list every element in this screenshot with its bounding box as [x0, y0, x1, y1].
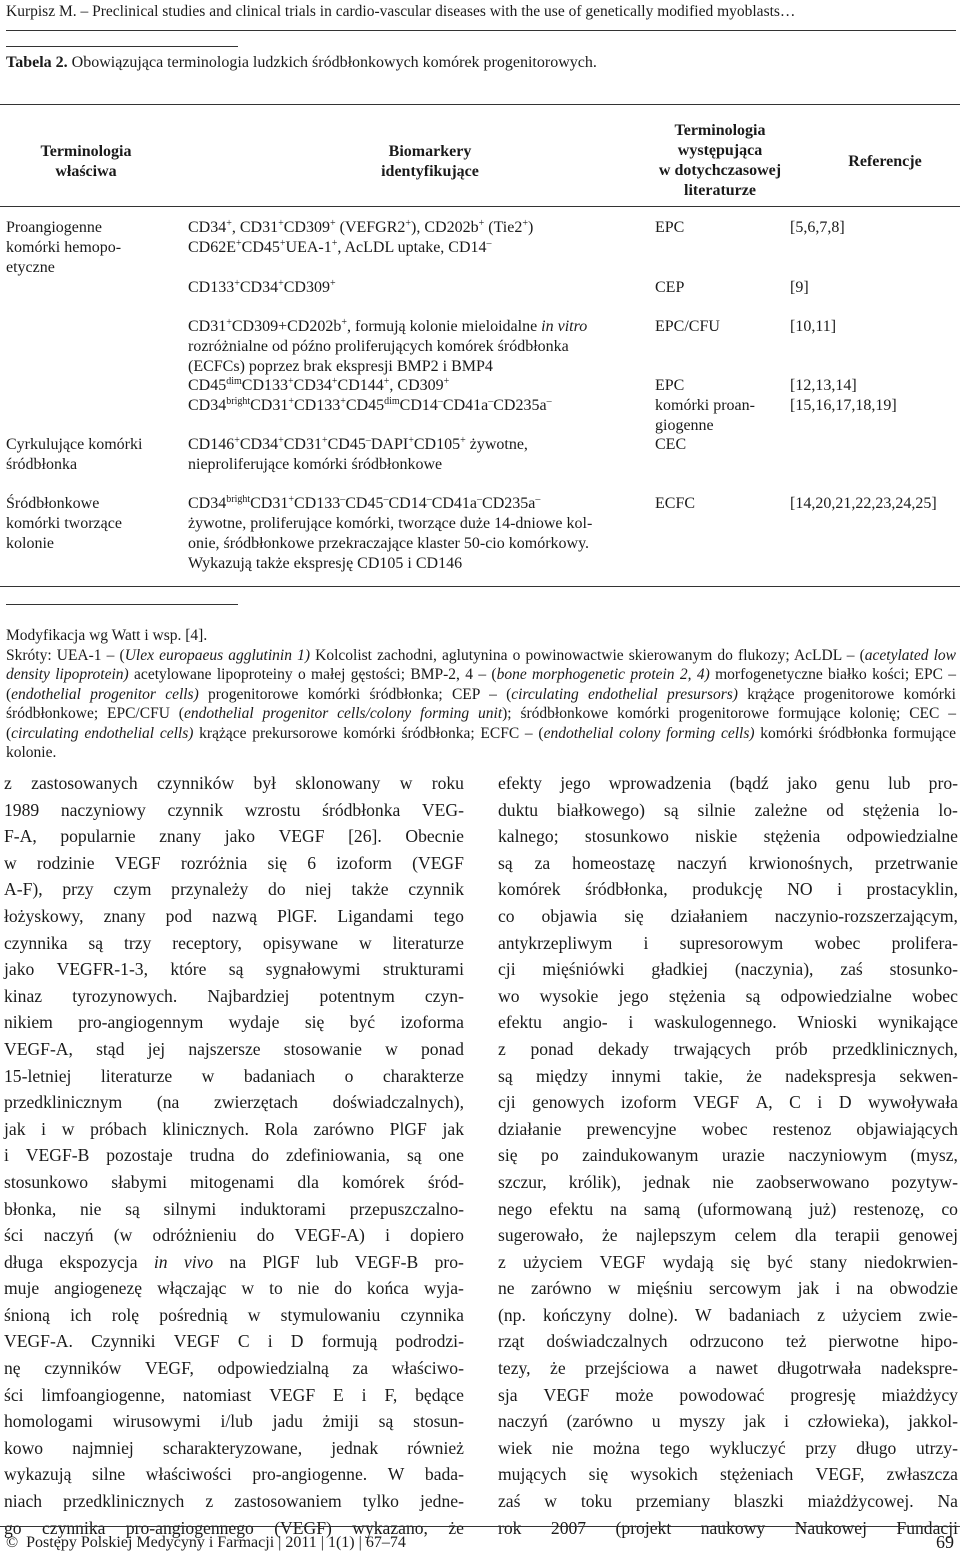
body-text-line: się po zaindukowanym urazie naczyniowym (mysz, [498, 1145, 958, 1166]
references-cell: [14,20,21,22,23,24,25] [790, 495, 937, 512]
references-cell: [10,11] [790, 318, 837, 335]
body-text-line: wykazują silne właściwości pro-angiogenne. W bada- [4, 1464, 464, 1485]
body-text-line: (np. kończyny dolne). W badaniach z użyciem zwie- [498, 1304, 958, 1325]
body-text-line: efekty jego wprowadzenia (bądź jako genu lub pro- [498, 773, 958, 793]
body-text-line: muje angiogenezę włączając w to nie do końca wyja- [4, 1278, 464, 1299]
biomarkers-cell: $CD34^{bright}CD31^+CD133^-CD45^-CD14^-CD41a^-CD235a^-$ żywotne, proliferujące komórki, tworzące duże 14-dniowe kol- onie, śródbłonkowe przekraczające klaster 50-cio komórkowy. Wykazują także ekspresję CD105 i CD146 [188, 494, 593, 572]
body-text-line: są między innymi takie, że nadekspresja sekwen- [498, 1065, 958, 1086]
reference-line: [15,16,17,18,19] [790, 397, 897, 414]
body-text-line: rząt doświadczalnych odrzucono też pierwotne hipo- [498, 1331, 958, 1352]
term-line: komórki tworzące [6, 515, 122, 532]
header-line: literaturze [684, 182, 756, 199]
page-number: 69 [936, 1532, 954, 1552]
body-text-line: rok 2007 (projekt naukowy Naukowej Fundacji [498, 1517, 958, 1538]
biomarkers-cell: CD34+, CD31+CD309+ (VEFGR2+), CD202b+ (Tie2+) CD62E+CD45+UEA-1+, AcLDL uptake, CD14– [188, 218, 534, 256]
references-cell [790, 376, 897, 416]
body-text-line: niach przedklinicznych z zastosowaniem tylko jedne- [4, 1491, 464, 1512]
header-line: właściwa [55, 163, 117, 180]
body-text-line: co objawia się działaniem naczynio-rozszerzającym, [498, 905, 958, 926]
term-line: Proangiogenne [6, 219, 102, 236]
body-text-line: antykrzepliwym i supresorowym wobec prolifera- [498, 932, 958, 953]
journal-issue: 1(1) [327, 1534, 355, 1551]
caption-rule [6, 46, 238, 47]
header-line: identyfikujące [381, 163, 479, 180]
separator: | [358, 1534, 366, 1551]
header-line: w dotychczasowej [658, 162, 782, 179]
row-term-circulating [6, 435, 178, 475]
row-term-proangiogenic [6, 218, 178, 278]
body-text-line: wiek nie można tego wykluczyć przy długo utrzy- [498, 1437, 958, 1458]
header-line: Terminologia [40, 143, 132, 160]
body-text-line: nego efektu na samą (uformowaną już) restenozę, co [498, 1198, 958, 1219]
table-header-rule [0, 206, 960, 207]
literature-cell: EPC/CFU [655, 318, 720, 335]
table-caption-text: Obowiązująca terminologia ludzkich śródbłonkowych komórek progenitorowych. [67, 54, 597, 71]
body-text-line: przedklinicznym (na zwierzętach doświadczalnych), [4, 1092, 464, 1113]
body-text-line: stosunkowo słabymi mitogenami dla komórek śród- [4, 1171, 464, 1192]
literature-line: giogenne [655, 417, 714, 434]
body-text-line: nę czynników VEGF, odpowiedzialną za właściwo- [4, 1358, 464, 1379]
table-bottom-rule [0, 586, 960, 587]
literature-line: EPC [655, 377, 685, 394]
body-text-line: ści limfoangiogenne, natomiast VEGF E i F, będące [4, 1384, 464, 1405]
body-text-line: mujących się wysokich stężeniach VEGF, zwłaszcza [498, 1464, 958, 1485]
body-text-line: jako VEGFR-1-3, które są sygnałowymi strukturami [4, 959, 464, 980]
separator: | [320, 1534, 328, 1551]
body-column-left [4, 770, 464, 1541]
table-label: Tabela 2. [6, 54, 68, 71]
body-text-line: wo wysokie jego stężenia są odpowiedzialne wobec [498, 985, 958, 1006]
journal-name: Postępy Polskiej Medycyny i Farmacji [26, 1534, 275, 1551]
body-text-line: sugerowało, że najlepszym celem dla terapii genowej [498, 1225, 958, 1246]
table-top-rule [0, 104, 960, 105]
body-text-line: komórek śródbłonka, produkcję NO i prostacyklin, [498, 879, 958, 900]
body-text-line: długa ekspozycja in vivo na PlGF lub VEGF-B pro- [4, 1251, 464, 1272]
running-header: Kurpisz M. – Preclinical studies and clinical trials in cardio-vascular diseases with the use of genetically modified myoblasts… [6, 0, 956, 31]
literature-cell: CEP [655, 279, 685, 296]
body-text-line: VEGF-A. Czynniki VEGF C i D formują podrodzi- [4, 1331, 464, 1352]
header-col-biomarkers [300, 142, 560, 182]
term-line: etyczne [6, 259, 55, 276]
header-line: występująca [677, 142, 763, 159]
body-text-line: ne zarówno w mięśniu sercowym jak i na obwodzie [498, 1278, 958, 1299]
body-text-line: kinaz tyrozynowych. Najbardziej potentnym czyn- [4, 985, 464, 1006]
body-text-line: tezy, że przejściowa a nawet długotrwała nadekspre- [498, 1358, 958, 1379]
body-text-line: cji mięśniówki gładkiej (naczynia), zaś stosunko- [498, 959, 958, 980]
table-caption [6, 52, 597, 74]
body-text-line: nikiem pro-angiogennym wydaje się być izoforma [4, 1012, 464, 1033]
body-text-line: zaś w toku przemiany blaszki miażdżycowej. Na [498, 1491, 958, 1512]
body-text-line: naczyń (zarówno u myszy jak i człowieka), jakkol- [498, 1411, 958, 1432]
body-text-line: 1989 naczyniowy czynnik wzrostu śródbłonka VEG- [4, 799, 464, 820]
notes-rule [6, 604, 238, 605]
body-text-line: błonka, nie są silnymi induktorami przepuszczalno- [4, 1198, 464, 1219]
term-line: śródbłonka [6, 456, 78, 473]
footer-rule [0, 1526, 960, 1527]
body-text-line: i VEGF-B pozostaje trudna do zdefiniowania, są one [4, 1145, 464, 1166]
term-line: komórki hemopo- [6, 239, 122, 256]
header-col-terminology [0, 142, 172, 182]
term-line: Śródbłonkowe [6, 495, 100, 512]
header-col-literature [640, 121, 800, 201]
body-text-line: śnioną ich rolę pośrednią w stymulowaniu czynnika [4, 1304, 464, 1325]
body-text-line: łożyskowy, znany pod nazwą PlGF. Ligandami tego [4, 905, 464, 926]
literature-cell [655, 376, 755, 436]
body-text-line: z ponad dekady trwających prób przedklinicznych, [498, 1038, 958, 1059]
header-line: Biomarkery [388, 143, 472, 160]
body-text-line: go czynnika pro-angiogennego (VEGF) wykazano, że [4, 1517, 464, 1538]
table-notes [6, 626, 956, 763]
body-text-line: F-A, popularnie znany jako VEGF [26]. Obecnie [4, 826, 464, 847]
biomarkers-cell: CD146+CD34+CD31+CD45–DAPI+CD105+ żywotne, nieproliferujące komórki śródbłonkowe [188, 435, 528, 473]
body-text-line: szczur, królik), jednak nie zaobserwowano pozytyw- [498, 1171, 958, 1192]
footer-citation [6, 1533, 406, 1553]
body-text-line: działanie prewencyjne wobec restenoz objawiających [498, 1118, 958, 1139]
literature-cell: CEC [655, 436, 687, 453]
body-text-line: duktu białkowego) są silnie zależne od stężenia lo- [498, 799, 958, 820]
body-text-line: z zastosowanych czynników był sklonowany w roku [4, 773, 464, 793]
body-text-line: VEGF-A, stąd jej najszersze stosowanie w ponad [4, 1038, 464, 1059]
header-line: Terminologia [674, 122, 766, 139]
references-cell: [9] [790, 279, 809, 296]
reference-line: [12,13,14] [790, 377, 857, 394]
body-text-line: w rodzinie VEGF rozróżnia się 6 izoform (VEGF [4, 852, 464, 873]
body-text-line: z użyciem VEGF wydają się być stany niedokrwien- [498, 1251, 958, 1272]
biomarkers-cell: $CD45^{dim}CD133^+CD34^+CD144^+$, CD309+ $CD34^{bright}CD31^+CD133^+CD45^{dim}CD14^-CD41a^-CD235a^-$ [188, 376, 552, 414]
body-text-line: jak i w próbach klinicznych. Rola zarówno PlGF jak [4, 1118, 464, 1139]
body-text-line: cji genowych izoform VEGF A, C i D wywoływała [498, 1092, 958, 1113]
journal-year: 2011 [285, 1534, 317, 1551]
literature-cell: ECFC [655, 495, 696, 512]
body-text-line: sja VEGF może powodować progresję miażdżycy [498, 1384, 958, 1405]
copyright-symbol: © [6, 1534, 19, 1551]
body-text-line: ści naczyń (w odróżnieniu do VEGF-A) i dopiero [4, 1225, 464, 1246]
term-line: kolonie [6, 535, 54, 552]
term-line: Cyrkulujące komórki [6, 436, 143, 453]
modification-note: Modyfikacja wg Watt i wsp. [4]. [6, 627, 208, 644]
references-cell: [5,6,7,8] [790, 219, 845, 236]
biomarkers-cell: CD31+CD309+CD202b+, formują kolonie mieloidalne in vitro rozróżnialne od późno proliferujących komórek śródbłonka (ECFCs) poprzez brak ekspresji BMP2 i BMP4 [188, 317, 588, 375]
header-line: Referencje [848, 153, 922, 170]
body-text-line: czynnika są trzy receptory, opisywane w literaturze [4, 932, 464, 953]
separator: | [278, 1534, 286, 1551]
body-text-line: 15-letniej literaturze w badaniach o charakterze [4, 1065, 464, 1086]
body-text-line: kowo najmniej scharakteryzowane, jednak również [4, 1437, 464, 1458]
body-text-line: homologami wirusowymi i/lub jadu żmiji są stosun- [4, 1411, 464, 1432]
body-text-line: kalnego; stosunkowo niskie stężenia odpowiedzialne [498, 826, 958, 847]
literature-cell: EPC [655, 219, 685, 236]
row-term-colony-forming [6, 494, 178, 554]
body-text-line: A-F), przy czym przynależy do niej także czynnik [4, 879, 464, 900]
header-col-references [810, 152, 960, 172]
abbreviations-note: Skróty: UEA-1 – (Ulex europaeus agglutinin 1) Kolcolist zachodni, aglutynina o powinowactwie skierowanym do flukozy; AcLDL – (acetylated low density lipoprotein) acetylowane lipoproteiny o małej gęstości; BMP-2, 4 – (bone morphogenetic protein 2, 4) morfogenetyczne białko kości; EPC – (endothelial progenitor cells) progenitorowe komórki śródbłonka; CEP – (circulating endothelial presursors) krążące progenitorowe komórki śródbłonkowe; EPC/CFU (endothelial progenitor cells/colony forming unit); śródbłonkowe komórki progenitorowe formujące kolonię; CEC – (circulating endothelial cells) krążące prekursorowe komórki śródbłonka; ECFC – (endothelial colony forming cells) komórki śródbłonka formujące kolonie. [6, 646, 957, 761]
biomarkers-cell: CD133+CD34+CD309+ [188, 278, 336, 296]
journal-pages: 67–74 [365, 1534, 406, 1551]
literature-line: komórki proan- [655, 397, 755, 414]
body-text-line: efektu angio- i waskulogennego. Wnioski wynikające [498, 1012, 958, 1033]
body-column-right [498, 770, 958, 1541]
body-text-line: są za homeostazę naczyń krwionośnych, przetrwanie [498, 852, 958, 873]
